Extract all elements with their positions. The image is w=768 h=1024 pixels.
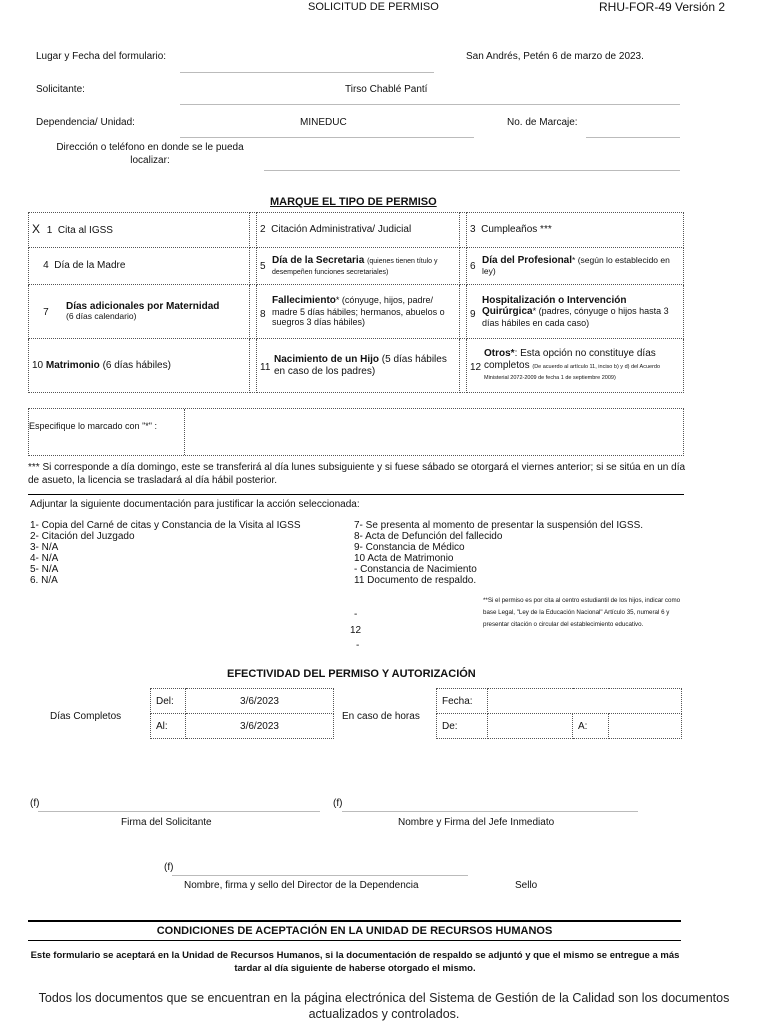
especifique-field[interactable] <box>185 409 683 455</box>
divider-1 <box>28 494 684 495</box>
permit-option-6[interactable]: 6 Día del Profesional* (según lo establecido en ley) <box>467 248 684 285</box>
form-code: RHU-FOR-49 Versión 2 <box>599 0 726 14</box>
solicitante-label: Solicitante: <box>36 84 85 95</box>
f-director: (f) <box>164 862 174 873</box>
especifique-box <box>28 408 684 456</box>
permit-option-10[interactable]: 10 Matrimonio (6 días hábiles) <box>29 339 250 393</box>
de-label: De: <box>437 714 488 739</box>
f-solicitante: (f) <box>30 798 40 809</box>
solicitante-line <box>180 104 680 105</box>
docs-extra-dash: - <box>354 609 358 620</box>
footer-note: Todos los documentos que se encuentran en la página electrónica del Sistema de Gestión de la Calidad son los documentos actualizados y controlados. <box>38 991 730 1021</box>
divider-3 <box>28 940 681 941</box>
permit-type-table <box>28 212 684 393</box>
permit-option-11[interactable]: 11 Nacimiento de un Hijo (5 días hábiles en caso de los padres) <box>257 339 460 393</box>
permit-mark: X <box>32 222 41 237</box>
list-item: 7- Se presenta al momento de presentar la suspensión del IGSS. <box>354 520 644 531</box>
docs-extra-dash-2: - <box>356 640 360 651</box>
docs-right-list <box>354 520 643 586</box>
docs-extra-12: 12 <box>350 625 362 636</box>
direccion-line[interactable] <box>264 170 680 171</box>
horas-label: En caso de horas <box>342 711 420 722</box>
conditions-title: CONDICIONES DE ACEPTACIÓN EN LA UNIDAD DE RECURSOS HUMANOS <box>156 925 553 937</box>
docs-right-note: **Si el permiso es por cita al centro estudiantil de los hijos, indicar como base Legal, "Ley de la Educación Nacional" Artículo 35, numeral 6 y presentar citación o circular del establecimiento educativo. <box>483 597 681 628</box>
list-item: 6. N/A <box>30 575 58 586</box>
f-jefe: (f) <box>333 798 343 809</box>
list-item: 11 Documento de respaldo. <box>354 575 477 586</box>
direccion-label: Dirección o teléfono en donde se le pueda localizar: <box>56 142 244 166</box>
list-item: - Constancia de Nacimiento <box>354 564 477 575</box>
docs-title: Adjuntar la siguiente documentación para justificar la acción seleccionada: <box>30 499 360 510</box>
permit-section-title: MARQUE EL TIPO DE PERMISO <box>270 196 437 208</box>
dependencia-value[interactable]: MINEDUC <box>300 117 347 128</box>
permit-option-5[interactable]: 5 Día de la Secretaria (quienes tienen título y desempeñen funciones secretariales) <box>257 248 460 285</box>
permit-option-1[interactable]: X 1 Cita al IGSS <box>29 213 250 248</box>
dependencia-line <box>180 137 474 138</box>
al-label: Al: <box>151 714 186 739</box>
dias-table <box>150 688 334 739</box>
permit-option-12[interactable]: 12 Otros*: Esta opción no constituye días completos (De acuerdo al artículo 11, inciso b) y d) del Acuerdo Ministerial 2072-2009 de fecha 1 de septiembre 2009) <box>467 339 684 393</box>
permit-option-8[interactable]: 8 Fallecimiento* (cónyuge, hijos, padre/ madre 5 días hábiles; hermanos, abuelos o suegros 3 días hábiles) <box>257 285 460 339</box>
marcaje-label: No. de Marcaje: <box>507 117 578 128</box>
lugar-value[interactable]: San Andrés, Petén 6 de marzo de 2023. <box>466 51 644 62</box>
list-item: 10 Acta de Matrimonio <box>354 553 454 564</box>
docs-left-list <box>30 520 301 586</box>
solicitante-value[interactable]: Tirso Chablé Pantí <box>345 84 428 95</box>
list-item: 2- Citación del Juzgado <box>30 531 135 542</box>
horas-table <box>436 688 682 739</box>
dependencia-label: Dependencia/ Unidad: <box>36 117 135 128</box>
de-field[interactable] <box>488 714 573 739</box>
a-label: A: <box>573 714 609 739</box>
list-item: 4- N/A <box>30 553 59 564</box>
permit-option-9[interactable]: 9 Hospitalización o Intervención Quirúrgica* (padres, cónyuge o hijos hasta 3 días hábiles en cada caso) <box>467 285 684 339</box>
list-item: 1- Copia del Carné de citas y Constancia de la Visita al IGSS <box>30 520 301 531</box>
lugar-label: Lugar y Fecha del formulario: <box>36 51 167 62</box>
a-field[interactable] <box>609 714 682 739</box>
permit-option-2[interactable]: 2 Citación Administrativa/ Judicial <box>257 213 460 248</box>
list-item: 8- Acta de Defunción del fallecido <box>354 531 503 542</box>
divider-2 <box>28 920 681 922</box>
del-field[interactable]: 3/6/2023 <box>186 689 334 714</box>
firma-jefe-label: Nombre y Firma del Jefe Inmediato <box>398 817 555 828</box>
especifique-label: Especifique lo marcado con "*" : <box>29 421 157 431</box>
list-item: 3- N/A <box>30 542 59 553</box>
sello-label: Sello <box>515 880 538 891</box>
asueto-note: *** Si corresponde a día domingo, este se transferirá al día lunes subsiguiente y si fuese sábado se otorgará el viernes anterior; si se sitúa en un día de asueto, la licencia se trasladará al día hábil posterior. <box>28 462 686 486</box>
permit-option-4[interactable]: 4 Día de la Madre <box>29 248 250 285</box>
lugar-line <box>180 72 434 73</box>
list-item: 9- Constancia de Médico <box>354 542 465 553</box>
list-item: 5- N/A <box>30 564 59 575</box>
permit-option-3[interactable]: 3 Cumpleaños *** <box>467 213 684 248</box>
firma-solicitante-label: Firma del Solicitante <box>121 817 212 828</box>
firma-director-label: Nombre, firma y sello del Director de la Dependencia <box>184 880 419 891</box>
fecha-field[interactable] <box>488 689 682 714</box>
marcaje-line[interactable] <box>586 137 680 138</box>
effect-title: EFECTIVIDAD DEL PERMISO Y AUTORIZACIÓN <box>227 668 476 680</box>
al-field[interactable]: 3/6/2023 <box>186 714 334 739</box>
dias-completos-label: Días Completos <box>50 711 122 722</box>
conditions-text: Este formulario se aceptará en la Unidad de Recursos Humanos, si la documentación de respaldo se adjuntó y que el mismo se entregue a más tardar al día siguiente de haberse otorgado el mismo. <box>30 950 680 974</box>
firma-director-line[interactable] <box>172 875 468 876</box>
firma-solicitante-line[interactable] <box>38 811 320 812</box>
permit-option-7[interactable]: 7 Días adicionales por Maternidad (6 días calendario) <box>29 285 250 339</box>
firma-jefe-line[interactable] <box>342 811 638 812</box>
fecha-label: Fecha: <box>437 689 488 714</box>
form-title: SOLICITUD DE PERMISO <box>308 1 439 13</box>
del-label: Del: <box>151 689 186 714</box>
